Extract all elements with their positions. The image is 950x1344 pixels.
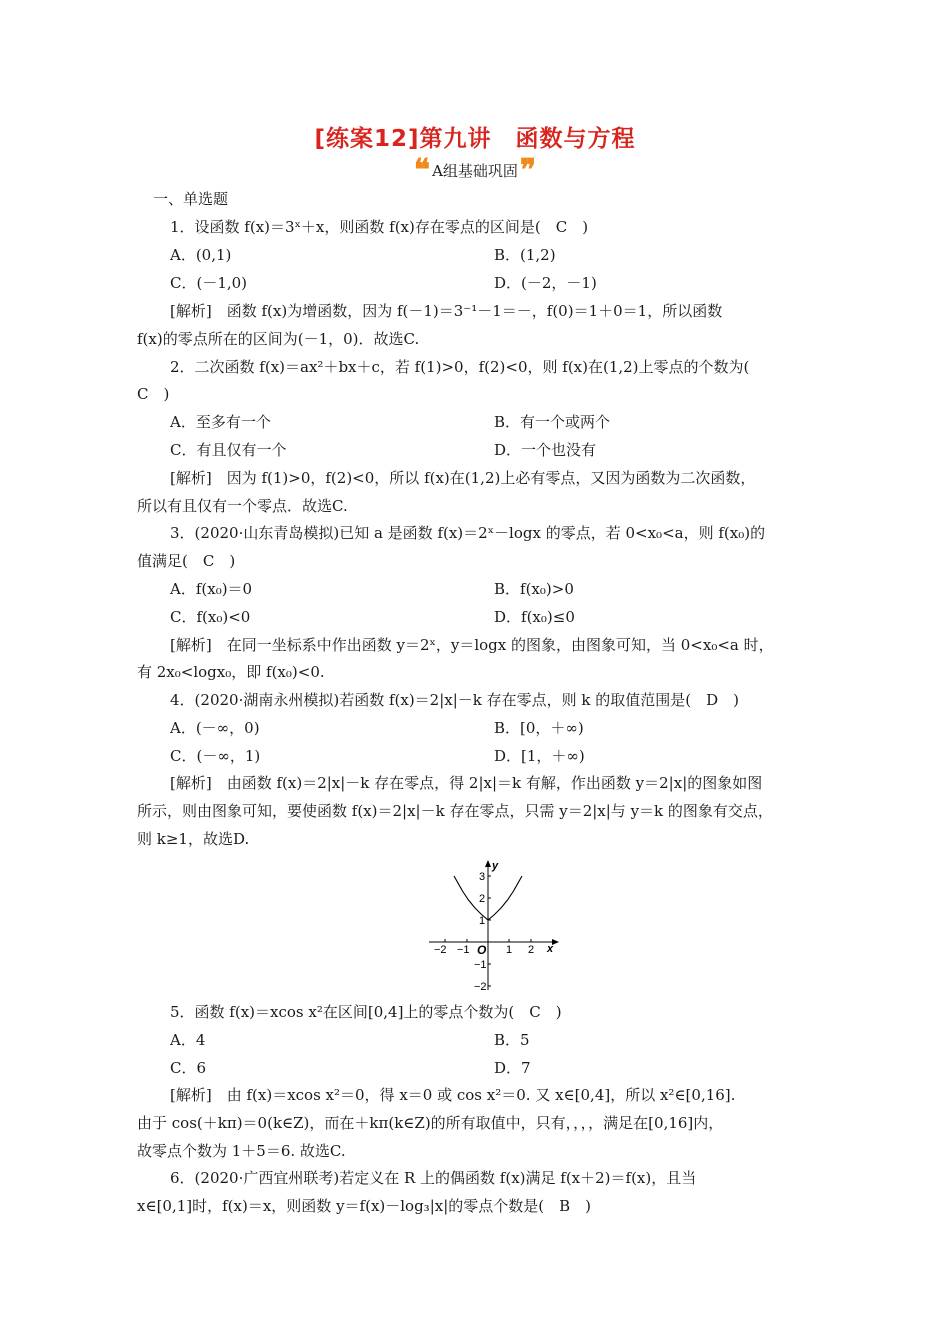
q5-analysis-cont-1: 由于 cos(＋kπ)＝0(k∈Z)，而在＋kπ(k∈Z)的所有取值中，只有，，，，满足在[0,16]内， <box>137 1114 724 1132</box>
y-tick-label: −1 <box>474 959 487 971</box>
q4-option-c: C．(－∞，1) <box>170 747 261 765</box>
q1-option-b: B．(1,2) <box>494 246 556 264</box>
question-6: 6．(2020·广西宜州联考)若定义在 R 上的偶函数 f(x)满足 f(x＋2)＝f(x)，且当 <box>170 1169 697 1187</box>
close-quote-icon: ❞ <box>519 152 537 188</box>
q5-option-b: B．5 <box>494 1031 530 1049</box>
q2-option-b: B．有一个或两个 <box>494 413 611 431</box>
q4-option-d: D．[1，＋∞) <box>494 747 585 765</box>
y-tick-label: 3 <box>479 871 486 883</box>
x-tick-label: 2 <box>528 944 535 956</box>
q3-option-d: D．f(x₀)≤0 <box>494 608 575 626</box>
y-axis-label: y <box>492 860 499 872</box>
function-graph <box>425 855 565 995</box>
q4-analysis-cont-2: 则 k≥1，故选D. <box>137 830 250 848</box>
q2-option-d: D．一个也没有 <box>494 441 597 459</box>
x-tick-label: 1 <box>506 944 513 956</box>
question-5: 5．函数 f(x)＝xcos x²在区间[0,4]上的零点个数为( C ) <box>170 1003 562 1021</box>
x-tick-label: −1 <box>457 944 470 956</box>
q1-option-a: A．(0,1) <box>170 246 232 264</box>
q5-option-c: C．6 <box>170 1059 207 1077</box>
q2-option-c: C．有且仅有一个 <box>170 441 287 459</box>
x-tick-label: −2 <box>434 944 447 956</box>
q4-analysis-cont-1: 所示，则由图象可知，要使函数 f(x)＝2|x|－k 存在零点，只需 y＝2|x|与 y＝k 的图象有交点， <box>137 802 773 820</box>
origin-label: O <box>477 943 487 957</box>
x-axis-label: x <box>547 943 554 955</box>
q5-analysis: [解析] 由 f(x)＝xcos x²＝0，得 x＝0 或 cos x²＝0. 又 x∈[0,4]，所以 x²∈[0,16]. <box>170 1086 736 1104</box>
page-title: [练案12]第九讲 函数与方程 <box>314 126 636 152</box>
open-quote-icon: ❝ <box>413 152 431 188</box>
q4-option-b: B．[0，＋∞) <box>494 719 584 737</box>
q3-option-b: B．f(x₀)>0 <box>494 580 574 598</box>
y-arrow-icon <box>485 860 491 867</box>
q4-analysis: [解析] 由函数 f(x)＝2|x|－k 存在零点，得 2|x|＝k 有解，作出函数 y＝2|x|的图象如图 <box>170 774 763 792</box>
q3-option-a: A．f(x₀)＝0 <box>170 580 253 598</box>
question-4: 4．(2020·湖南永州模拟)若函数 f(x)＝2|x|－k 存在零点，则 k 的取值范围是( D ) <box>170 691 739 709</box>
group-label: A组基础巩固 <box>432 162 518 180</box>
q5-analysis-cont-2: 故零点个数为 1＋5＝6. 故选C. <box>137 1142 346 1160</box>
question-1: 1．设函数 f(x)＝3ˣ＋x，则函数 f(x)存在零点的区间是( C ) <box>170 218 589 236</box>
y-tick-label: 1 <box>479 915 486 927</box>
section-heading: 一、单选题 <box>153 190 229 208</box>
question-2-answer: C ) <box>137 385 170 403</box>
q3-analysis: [解析] 在同一坐标系中作出函数 y＝2ˣ，y＝logx 的图象，由图象可知，当 0<x₀<a 时， <box>170 636 774 654</box>
question-3-cont: 值满足( C ) <box>137 552 236 570</box>
question-2: 2．二次函数 f(x)＝ax²＋bx＋c，若 f(1)>0，f(2)<0，则 f(x)在(1,2)上零点的个数为( <box>170 358 750 376</box>
q2-option-a: A．至多有一个 <box>170 413 271 431</box>
y-tick-label: 2 <box>479 893 486 905</box>
q1-option-c: C．(－1,0) <box>170 274 248 292</box>
q2-analysis-cont: 所以有且仅有一个零点．故选C. <box>137 497 348 515</box>
q1-analysis-cont: f(x)的零点所在的区间为(－1，0)．故选C. <box>137 330 420 348</box>
y-tick-label: −2 <box>474 981 487 993</box>
q5-option-a: A．4 <box>170 1031 206 1049</box>
q3-option-c: C．f(x₀)<0 <box>170 608 251 626</box>
q5-option-d: D．7 <box>494 1059 531 1077</box>
q1-analysis: [解析] 函数 f(x)为增函数，因为 f(－1)＝3⁻¹－1＝－，f(0)＝1＋0＝1，所以函数 <box>170 302 723 320</box>
q4-option-a: A．(－∞，0) <box>170 719 260 737</box>
question-3: 3．(2020·山东青岛模拟)已知 a 是函数 f(x)＝2ˣ－logx 的零点，若 0<x₀<a，则 f(x₀)的 <box>170 524 766 542</box>
q3-analysis-cont: 有 2x₀<logx₀，即 f(x₀)<0. <box>137 663 325 681</box>
q1-option-d: D．(－2，－1) <box>494 274 597 292</box>
q2-analysis: [解析] 因为 f(1)>0，f(2)<0，所以 f(x)在(1,2)上必有零点，又因为函数为二次函数， <box>170 469 756 487</box>
question-6-cont: x∈[0,1]时，f(x)＝x，则函数 y＝f(x)－log₃|x|的零点个数是( B ) <box>137 1197 591 1215</box>
group-badge <box>0 152 950 188</box>
